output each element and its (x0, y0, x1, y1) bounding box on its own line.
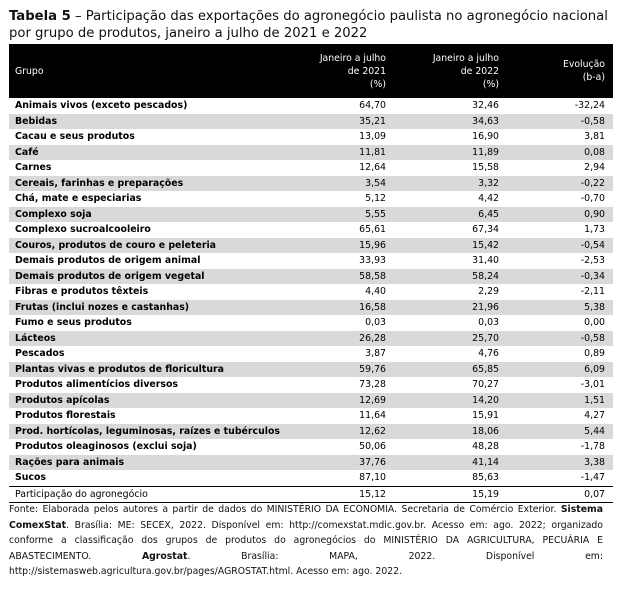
table-row (9, 160, 613, 176)
cell-name: Rações para animais (15, 456, 125, 468)
table-row (9, 176, 613, 192)
cell-name: Lácteos (15, 332, 56, 344)
data-table (9, 44, 613, 503)
cell-name: Carnes (15, 162, 52, 173)
cell-name: Couros, produtos de couro e peleteria (15, 239, 216, 251)
table-row (9, 300, 613, 316)
table-row (9, 145, 613, 161)
cell-name: Plantas vivas e produtos de floricultura (15, 363, 225, 375)
cell-evolucao: -0,58 (580, 332, 605, 344)
cell-value-2022: 15,91 (472, 410, 499, 421)
cell-name: Produtos alimentícios diversos (15, 379, 179, 390)
cell-value-2022: 58,24 (472, 270, 499, 282)
cell-value-2021: 15,96 (359, 239, 386, 251)
table-row (9, 191, 613, 207)
header-evolucao-line1: Evolução (562, 59, 605, 70)
cell-evolucao: 0,89 (584, 348, 605, 359)
cell-evolucao: -3,01 (580, 379, 605, 390)
source-text-3: . Brasília: MAPA, 2022. Disponível em: http://sistemasweb.agricultura.gov.br/pages/AGROSTAT.html. Acesso em: ago. 2022. (9, 550, 603, 577)
cell-name: Fumo e seus produtos (15, 317, 132, 328)
cell-value-2021: 12,69 (359, 394, 386, 406)
cell-value-2022: 34,63 (472, 115, 499, 127)
cell-name: Produtos florestais (15, 410, 116, 421)
cell-evolucao: 1,73 (584, 224, 605, 235)
cell-name: Chá, mate e especiarias (15, 193, 142, 204)
cell-name: Café (15, 146, 39, 158)
table-row (9, 393, 613, 409)
cell-evolucao: -0,58 (580, 115, 605, 127)
table-row (9, 253, 613, 269)
cell-value-2022: 65,85 (472, 363, 499, 375)
cell-value-2021: 58,58 (359, 270, 386, 282)
cell-name: Cacau e seus produtos (15, 131, 135, 142)
cell-value-2022: 31,40 (472, 255, 499, 266)
cell-value-2021: 3,54 (365, 177, 386, 189)
cell-value-2022: 16,90 (472, 131, 499, 142)
cell-value-2022: 0,03 (478, 317, 499, 328)
table-row (9, 129, 613, 145)
cell-value-2022: 4,42 (478, 193, 499, 204)
cell-value-2022: 4,76 (478, 348, 499, 359)
cell-name: Animais vivos (exceto pescados) (15, 100, 188, 111)
cell-evolucao: -0,34 (580, 270, 605, 282)
cell-value-2021: 26,28 (359, 332, 386, 344)
total-evolucao: 0,07 (507, 486, 613, 503)
table-row (9, 207, 613, 223)
table-row (9, 362, 613, 378)
header-2022-line3: (%) (482, 78, 499, 90)
cell-evolucao: 3,38 (584, 456, 605, 468)
cell-name: Bebidas (15, 115, 58, 127)
table-row-total (9, 486, 613, 503)
cell-evolucao: 3,81 (584, 131, 605, 142)
cell-name: Demais produtos de origem animal (15, 255, 201, 266)
table-row (9, 238, 613, 254)
source-text-2: . Brasília: ME: SECEX, 2022. Disponível em: http://comexstat.mdic.gov.br. Acesso em: ago. 2022; organizado conforme a classificação dos grupos de produtos do agronegócios do MINISTÉRIO DA AGRICULTURA, PECUÁRIA E ABASTECIMENTO. (9, 519, 603, 562)
source-text-1: Fonte: Elaborada pelos autores a partir de dados do MINISTÉRIO DA ECONOMIA. Secretaria de Comércio Exterior. (9, 504, 561, 515)
cell-value-2022: 15,42 (472, 239, 499, 251)
total-2021: 15,12 (299, 486, 394, 503)
cell-evolucao: 5,44 (584, 425, 605, 437)
table-row (9, 222, 613, 238)
cell-value-2021: 12,62 (359, 425, 386, 437)
cell-evolucao: -32,24 (574, 100, 605, 111)
cell-value-2021: 73,28 (359, 379, 386, 390)
header-2022 (394, 44, 507, 98)
cell-value-2022: 15,58 (472, 162, 499, 173)
header-evolucao-line2: (b-a) (582, 72, 605, 83)
table-title-label: Tabela 5 (9, 9, 71, 24)
cell-value-2021: 59,76 (359, 363, 386, 375)
cell-value-2021: 87,10 (359, 472, 386, 483)
cell-value-2021: 3,87 (365, 348, 386, 359)
header-evolucao (507, 44, 613, 98)
cell-value-2022: 48,28 (472, 441, 499, 452)
cell-value-2021: 11,64 (359, 410, 386, 421)
cell-evolucao: -1,78 (580, 441, 605, 452)
cell-name: Fibras e produtos têxteis (15, 286, 149, 297)
cell-value-2021: 11,81 (359, 146, 386, 158)
table-row (9, 315, 613, 331)
header-2021-line3: (%) (369, 78, 386, 90)
table-row (9, 408, 613, 424)
cell-value-2022: 11,89 (472, 146, 499, 158)
cell-evolucao: 2,94 (584, 162, 605, 173)
header-2021 (299, 44, 394, 98)
cell-value-2022: 70,27 (472, 379, 499, 390)
cell-name: Prod. hortícolas, leguminosas, raízes e tubérculos (15, 425, 280, 437)
table-title-text: – Participação das exportações do agronegócio paulista no agronegócio nacional por grupo de produtos, janeiro a julho de 2021 e 2022 (9, 9, 608, 41)
cell-value-2021: 13,09 (359, 131, 386, 142)
cell-evolucao: 0,00 (584, 317, 605, 328)
cell-value-2021: 65,61 (359, 224, 386, 235)
cell-evolucao: -2,11 (580, 286, 605, 297)
cell-value-2022: 21,96 (472, 301, 499, 313)
cell-value-2021: 5,12 (365, 193, 386, 204)
header-2021-line2: de 2021 (347, 65, 386, 77)
cell-value-2022: 67,34 (472, 224, 499, 235)
table-row (9, 346, 613, 362)
table-title (9, 8, 615, 42)
table-header (9, 44, 613, 98)
cell-evolucao: -0,54 (580, 239, 605, 251)
cell-value-2021: 64,70 (359, 100, 386, 111)
total-label: Participação do agronegócio (9, 486, 299, 503)
source-note (9, 502, 603, 580)
cell-name: Pescados (15, 348, 65, 359)
total-2022: 15,19 (394, 486, 507, 503)
header-grupo: Grupo (15, 65, 44, 77)
cell-name: Produtos oleaginosos (exclui soja) (15, 441, 197, 452)
table-row (9, 284, 613, 300)
cell-value-2021: 50,06 (359, 441, 386, 452)
cell-value-2021: 37,76 (359, 456, 386, 468)
cell-value-2022: 2,29 (478, 286, 499, 297)
table-row (9, 470, 613, 486)
cell-evolucao: -2,53 (580, 255, 605, 266)
cell-evolucao: -0,22 (580, 177, 605, 189)
source-bold-1: Sistema ComexStat (9, 504, 603, 531)
cell-name: Sucos (15, 472, 47, 483)
cell-name: Demais produtos de origem vegetal (15, 270, 205, 282)
cell-value-2021: 16,58 (359, 301, 386, 313)
table-body (9, 98, 613, 503)
cell-evolucao: 1,51 (584, 394, 605, 406)
table-row (9, 455, 613, 471)
cell-value-2021: 0,03 (365, 317, 386, 328)
cell-evolucao: 4,27 (584, 410, 605, 421)
table-row (9, 424, 613, 440)
table-row (9, 114, 613, 130)
cell-name: Complexo soja (15, 208, 92, 220)
cell-value-2022: 32,46 (472, 100, 499, 111)
source-bold-2: Agrostat (141, 550, 188, 562)
cell-evolucao: 5,38 (584, 301, 605, 313)
table-row (9, 98, 613, 114)
cell-name: Complexo sucroalcooleiro (15, 224, 151, 235)
cell-value-2022: 6,45 (478, 208, 499, 220)
cell-value-2022: 25,70 (472, 332, 499, 344)
cell-value-2021: 5,55 (365, 208, 386, 220)
table-row (9, 269, 613, 285)
header-2022-line1: Janeiro a julho (432, 52, 499, 64)
cell-evolucao: -1,47 (580, 472, 605, 483)
table-row (9, 331, 613, 347)
cell-value-2021: 35,21 (359, 115, 386, 127)
cell-value-2021: 33,93 (359, 255, 386, 266)
header-2022-line2: de 2022 (460, 65, 499, 77)
cell-evolucao: 0,08 (584, 146, 605, 158)
table-row (9, 439, 613, 455)
cell-evolucao: 6,09 (584, 363, 605, 375)
cell-value-2022: 14,20 (472, 394, 499, 406)
cell-name: Cereais, farinhas e preparações (15, 177, 184, 189)
cell-name: Produtos apícolas (15, 394, 110, 406)
cell-value-2021: 12,64 (359, 162, 386, 173)
header-2021-line1: Janeiro a julho (319, 52, 386, 64)
cell-value-2022: 3,32 (478, 177, 499, 189)
cell-name: Frutas (inclui nozes e castanhas) (15, 301, 190, 313)
cell-value-2021: 4,40 (365, 286, 386, 297)
table-row (9, 377, 613, 393)
cell-value-2022: 18,06 (472, 425, 499, 437)
cell-value-2022: 41,14 (472, 456, 499, 468)
cell-evolucao: 0,90 (584, 208, 605, 220)
cell-evolucao: -0,70 (580, 193, 605, 204)
cell-value-2022: 85,63 (472, 472, 499, 483)
